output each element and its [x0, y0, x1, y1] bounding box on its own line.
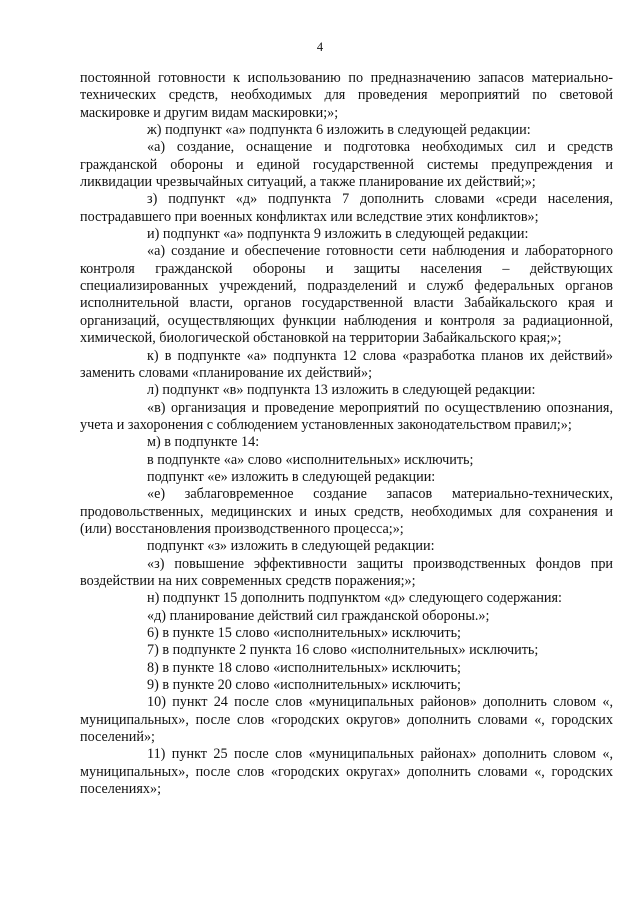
paragraph: л) подпункт «в» подпункта 13 изложить в следующей редакции:: [147, 382, 536, 399]
paragraph: подпункт «е» изложить в следующей редакции:: [147, 468, 436, 485]
paragraph: «а) создание и обеспечение готовности сети наблюдения и лабораторного контроля гражданской обороны и защиты населения – действующих специализированных учреждений, подразделений и служб федеральных органов исполнительной власти, органов государственной власти Забайкальского края и организаций, осуществляющих функции наблюдения и контроля за радиационной, химической, биологической обстановкой на территории Забайкальского края;»;: [80, 243, 613, 347]
paragraph: «е) заблаговременное создание запасов материально-технических, продовольственных, медицинских и иных средств, необходимых для сохранения и (или) восстановления производственного процесса;»;: [80, 486, 613, 537]
paragraph: 7) в подпункте 2 пункта 16 слово «исполнительных» исключить;: [147, 642, 539, 659]
page-number: 4: [316, 40, 324, 54]
paragraph: н) подпункт 15 дополнить подпунктом «д» следующего содержания:: [147, 590, 562, 607]
paragraph: «а) создание, оснащение и подготовка необходимых сил и средств гражданской обороны и единой государственной системы предупреждения и ликвидации чрезвычайных ситуаций, а также планирование их действий;»;: [80, 139, 613, 191]
paragraph: «д) планирование действий сил гражданской обороны.»;: [147, 607, 490, 624]
paragraph: 11) пункт 25 после слов «муниципальных районах» дополнить словом «, муниципальных», после слов «городских округах» дополнить словами «, городских поселениях»;: [80, 746, 613, 798]
paragraph: «в) организация и проведение мероприятий по осуществлению опознания, учета и захоронения с соблюдением установленных законодательством правил;»;: [80, 399, 613, 433]
paragraph: подпункт «з» изложить в следующей редакции:: [147, 538, 435, 555]
paragraph: 10) пункт 24 после слов «муниципальных районов» дополнить словом «, муниципальных», после слов «городских округов» дополнить словами «, городских поселений»;: [80, 694, 613, 746]
paragraph: ж) подпункт «а» подпункта 6 изложить в следующей редакции:: [147, 122, 531, 139]
paragraph: з) подпункт «д» подпункта 7 дополнить словами «среди населения, пострадавшего при военных конфликтах или вследствие этих конфликтов»;: [80, 191, 613, 225]
paragraph: 9) в пункте 20 слово «исполнительных» исключить;: [147, 677, 462, 694]
document-body: [80, 70, 613, 798]
paragraph: 6) в пункте 15 слово «исполнительных» исключить;: [147, 625, 462, 641]
paragraph: «з) повышение эффективности защиты производственных фондов при воздействии на них современных средств поражения;»;: [80, 555, 613, 589]
paragraph: в подпункте «а» слово «исполнительных» исключить;: [147, 451, 474, 468]
paragraph: к) в подпункте «а» подпункта 12 слова «разработка планов их действий» заменить словами «планирование их действий»;: [80, 347, 613, 381]
paragraph: м) в подпункте 14:: [147, 434, 260, 451]
paragraph: 8) в пункте 18 слово «исполнительных» исключить;: [147, 659, 462, 676]
paragraph: постоянной готовности к использованию по предназначению запасов материально-технических средств, необходимых для проведения мероприятий по световой маскировке и другим видам маскировки;»;: [80, 70, 613, 121]
paragraph: и) подпункт «а» подпункта 9 изложить в следующей редакции:: [147, 226, 529, 243]
